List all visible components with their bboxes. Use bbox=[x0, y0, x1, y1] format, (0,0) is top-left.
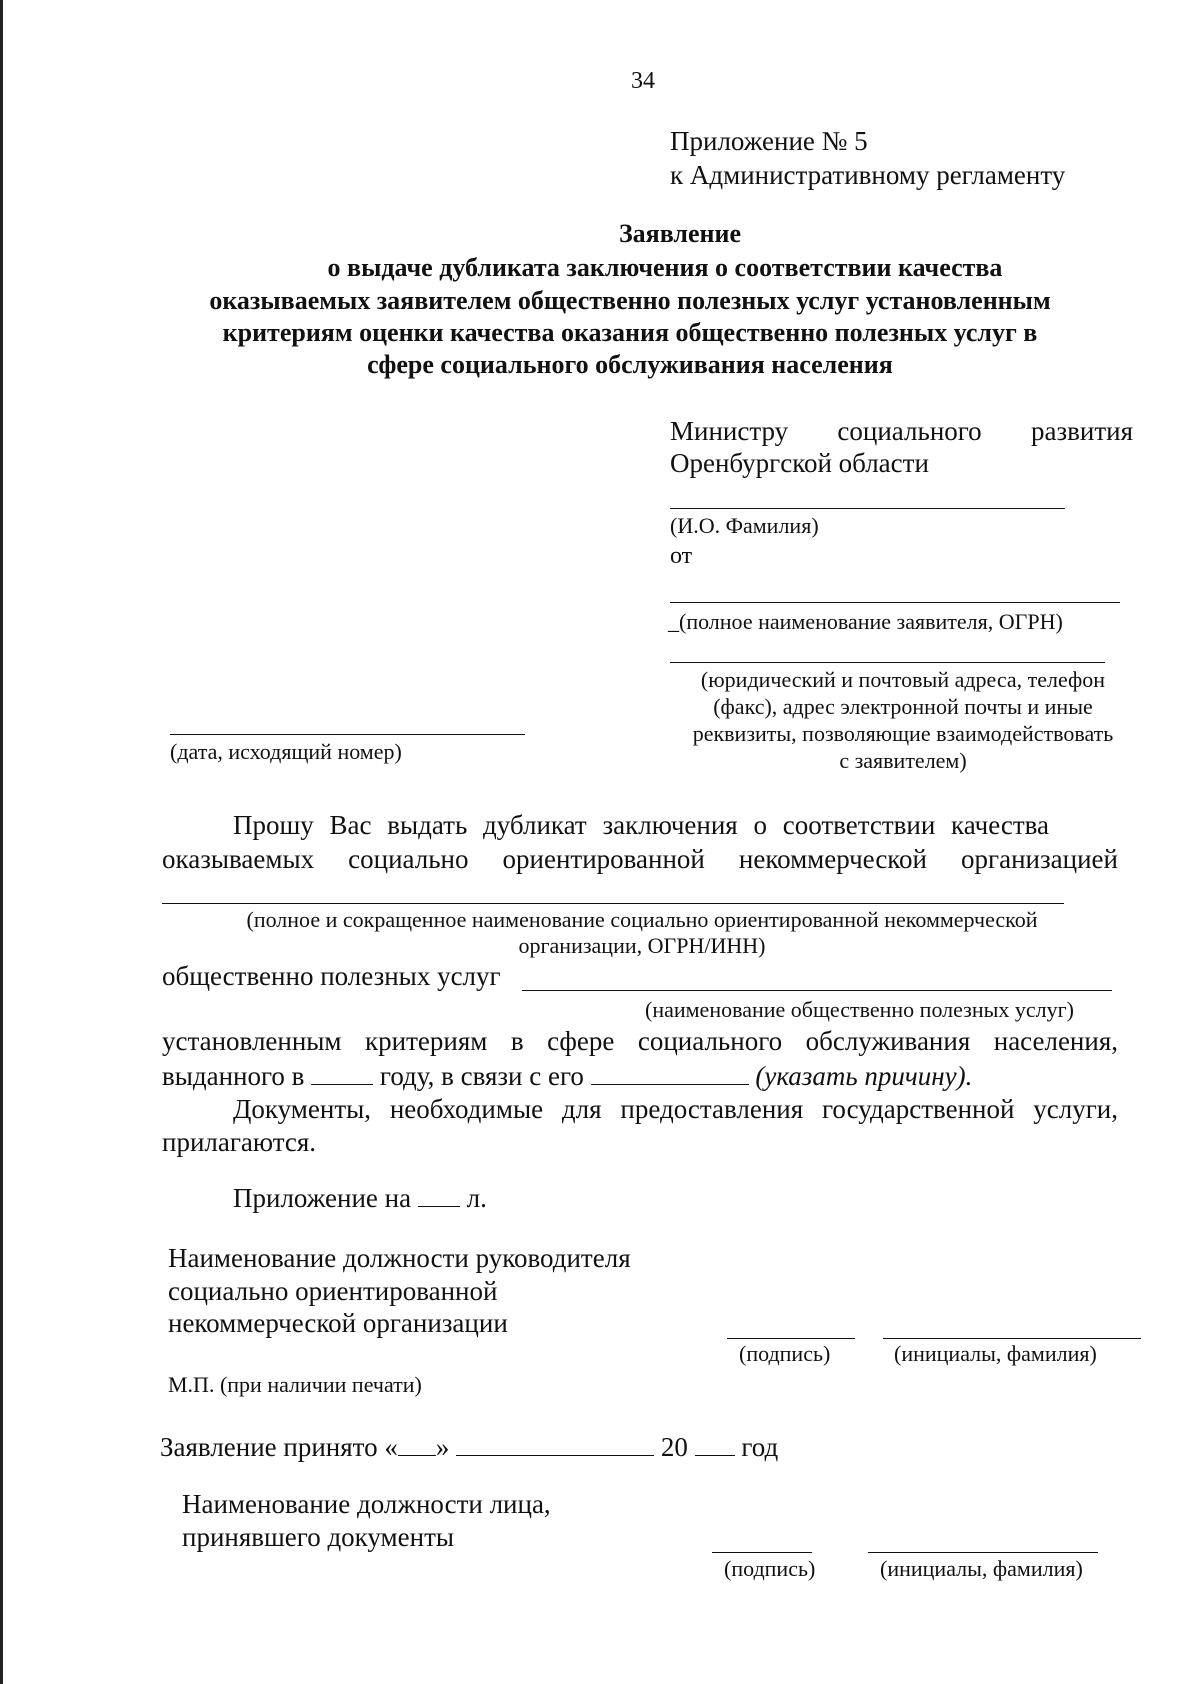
issued-line: выданного в году, в связи с его (указать причину). bbox=[162, 1061, 973, 1091]
head-position-line-1: Наименование должности руководителя bbox=[168, 1243, 631, 1273]
head-name-field[interactable] bbox=[883, 1338, 1141, 1339]
title-line-1: о выдаче дубликата заключения о соответствии качества bbox=[327, 253, 1003, 282]
attachment-pages-field[interactable] bbox=[418, 1182, 460, 1207]
staff-position-line-1: Наименование должности лица, bbox=[182, 1489, 551, 1519]
document-heading: Заявление bbox=[618, 219, 742, 248]
appendix-regulation: к Административному регламенту bbox=[670, 160, 1066, 190]
fio-field[interactable] bbox=[670, 508, 1065, 509]
head-signature-hint: (подпись) bbox=[739, 1341, 831, 1366]
staff-name-hint: (инициалы, фамилия) bbox=[880, 1556, 1083, 1581]
head-name-hint: (инициалы, фамилия) bbox=[894, 1341, 1097, 1366]
title-line-2: оказываемых заявителем общественно полезных услуг установленным bbox=[209, 286, 1051, 315]
staff-position-line-2: принявшего документы bbox=[182, 1522, 455, 1552]
from-label: от bbox=[670, 543, 693, 569]
appendix-number: Приложение № 5 bbox=[670, 126, 868, 156]
organization-hint-1: (полное и сокращенное наименование социально ориентированной некоммерческой bbox=[246, 907, 1038, 932]
date-number-hint: (дата, исходящий номер) bbox=[170, 739, 402, 764]
reason-field[interactable] bbox=[591, 1060, 749, 1085]
acceptance-year-field[interactable] bbox=[695, 1431, 735, 1456]
applicant-field[interactable] bbox=[670, 602, 1120, 603]
head-signature-field[interactable] bbox=[727, 1338, 855, 1339]
addressee-line-2: Оренбургской области bbox=[670, 448, 929, 478]
acceptance-line: Заявление принято « » 20 год bbox=[160, 1432, 779, 1462]
title-line-4: сфере социального обслуживания населения bbox=[367, 350, 893, 379]
issued-year-field[interactable] bbox=[311, 1060, 373, 1085]
staff-signature-hint: (подпись) bbox=[724, 1556, 816, 1581]
head-position-line-3: некоммерческой организации bbox=[168, 1308, 508, 1338]
request-line-2: оказываемых социально ориентированной некоммерческой организацией bbox=[162, 844, 1118, 874]
documents-line-1: Документы, необходимые для предоставления государственной услуги, bbox=[233, 1094, 1118, 1124]
page-number: 34 bbox=[631, 68, 655, 94]
title-line-3: критериям оценки качества оказания общественно полезных услуг в bbox=[222, 318, 1038, 347]
address-hint-2: (факс), адрес электронной почты и иные bbox=[713, 694, 1093, 719]
organization-hint-2: организации, ОГРН/ИНН) bbox=[518, 933, 766, 958]
services-field[interactable] bbox=[522, 990, 1112, 991]
applicant-hint: _(полное наименование заявителя, ОГРН) bbox=[668, 609, 1063, 634]
fio-hint: (И.О. Фамилия) bbox=[670, 513, 819, 538]
attachment-line: Приложение на л. bbox=[233, 1183, 487, 1213]
address-field[interactable] bbox=[670, 662, 1105, 663]
address-hint-3: реквизиты, позволяющие взаимодействовать bbox=[692, 721, 1114, 746]
request-line-1: Прошу Вас выдать дубликат заключения о соответствии качества bbox=[233, 810, 1050, 840]
address-hint-4: с заявителем) bbox=[839, 748, 967, 773]
date-number-field[interactable] bbox=[170, 734, 525, 735]
criteria-line: установленным критериям в сфере социального обслуживания населения, bbox=[162, 1026, 1118, 1056]
acceptance-month-field[interactable] bbox=[456, 1431, 654, 1456]
documents-line-2: прилагаются. bbox=[162, 1127, 317, 1157]
head-position-line-2: социально ориентированной bbox=[168, 1276, 498, 1306]
staff-signature-field[interactable] bbox=[712, 1552, 812, 1553]
stamp-note: М.П. (при наличии печати) bbox=[168, 1372, 422, 1397]
addressee-line-1: Министру социального развития bbox=[670, 416, 1133, 446]
acceptance-day-field[interactable] bbox=[398, 1431, 436, 1456]
services-label: общественно полезных услуг bbox=[162, 961, 501, 991]
organization-field[interactable] bbox=[162, 903, 1064, 904]
staff-name-field[interactable] bbox=[868, 1552, 1098, 1553]
address-hint-1: (юридический и почтовый адреса, телефон bbox=[700, 667, 1106, 692]
services-hint: (наименование общественно полезных услуг) bbox=[645, 997, 1074, 1022]
